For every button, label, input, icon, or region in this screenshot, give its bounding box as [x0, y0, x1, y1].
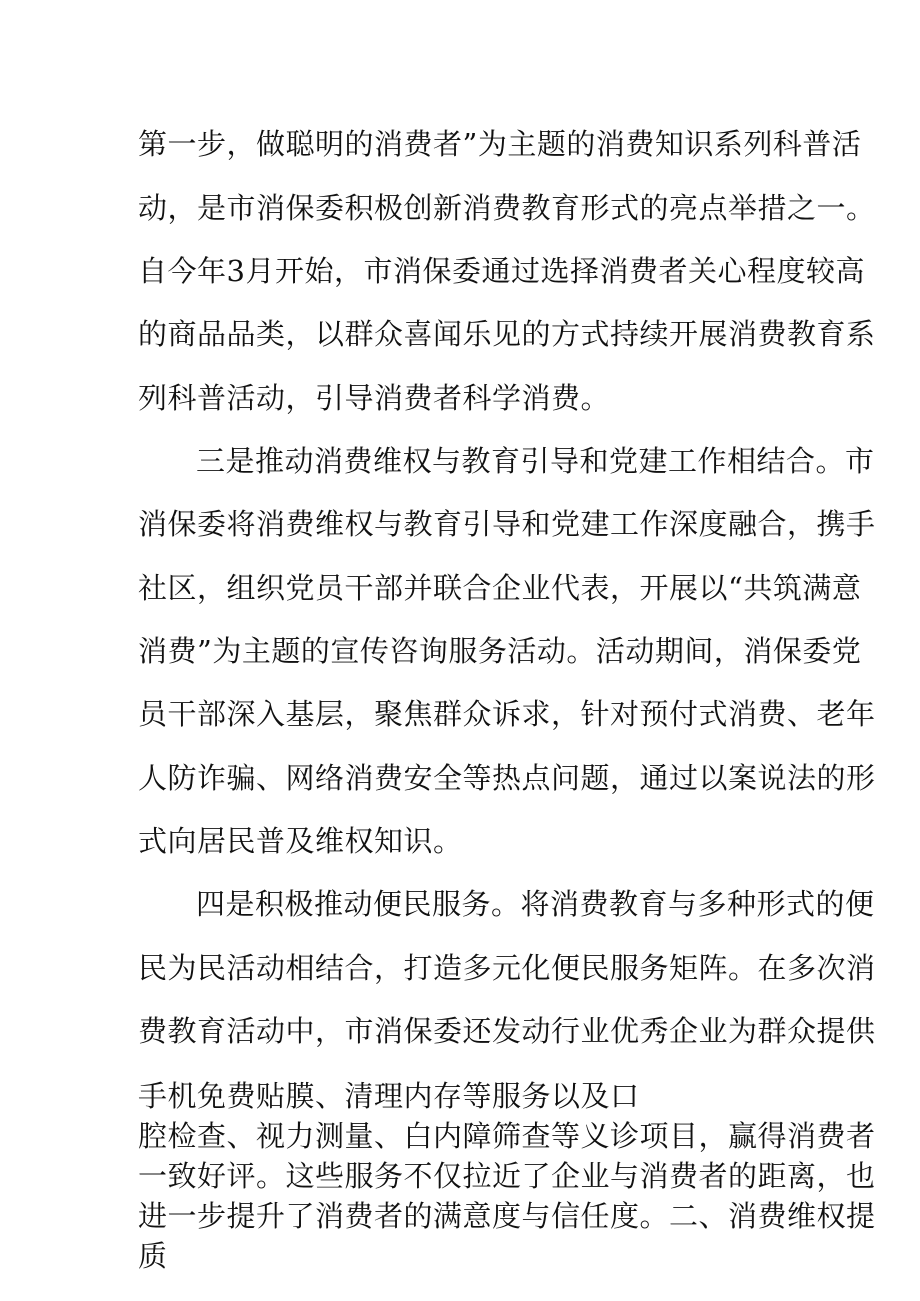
text-line: 民为民活动相结合，打造多元化便民服务矩阵。在多次消 [138, 951, 876, 985]
text-line: 一致好评。这些服务不仅拉近了企业与消费者的距离，也 [138, 1159, 876, 1193]
text-line: 人防诈骗、网络消费安全等热点问题，通过以案说法的形 [138, 761, 876, 795]
text-line: 列科普活动，引导消费者科学消费。 [138, 381, 611, 415]
text-line: 自今年3月开始，市消保委通过选择消费者关心程度较高 [138, 254, 865, 288]
text-line: 消保委将消费维权与教育引导和党建工作深度融合，携手 [138, 507, 876, 541]
text-line: 进一步提升了消费者的满意度与信任度。二、消费维权提 [138, 1199, 876, 1233]
text-line: 动，是市消保委积极创新消费教育形式的亮点举措之一。 [138, 191, 876, 225]
text-line: 式向居民普及维权知识。 [138, 824, 463, 858]
text-line: 质 [138, 1239, 168, 1273]
text-line: 费教育活动中，市消保委还发动行业优秀企业为群众提供 [138, 1014, 876, 1048]
text-line: 手机免费贴膜、清理内存等服务以及口 [138, 1079, 640, 1113]
text-line: 消费”为主题的宣传咨询服务活动。活动期间，消保委党 [138, 634, 862, 668]
text-line: 社区，组织党员干部并联合企业代表，开展以“共筑满意 [138, 571, 862, 605]
paragraph-start-line: 四是积极推动便民服务。将消费教育与多种形式的便 [196, 887, 875, 921]
text-line: 员干部深入基层，聚焦群众诉求，针对预付式消费、老年 [138, 697, 876, 731]
text-line: 的商品品类，以群众喜闻乐见的方式持续开展消费教育系 [138, 317, 876, 351]
text-line: 腔检查、视力测量、白内障筛查等义诊项目，赢得消费者 [138, 1119, 876, 1153]
text-line: 第一步，做聪明的消费者”为主题的消费知识系列科普活 [138, 127, 862, 161]
paragraph-start-line: 三是推动消费维权与教育引导和党建工作相结合。市 [196, 444, 875, 478]
